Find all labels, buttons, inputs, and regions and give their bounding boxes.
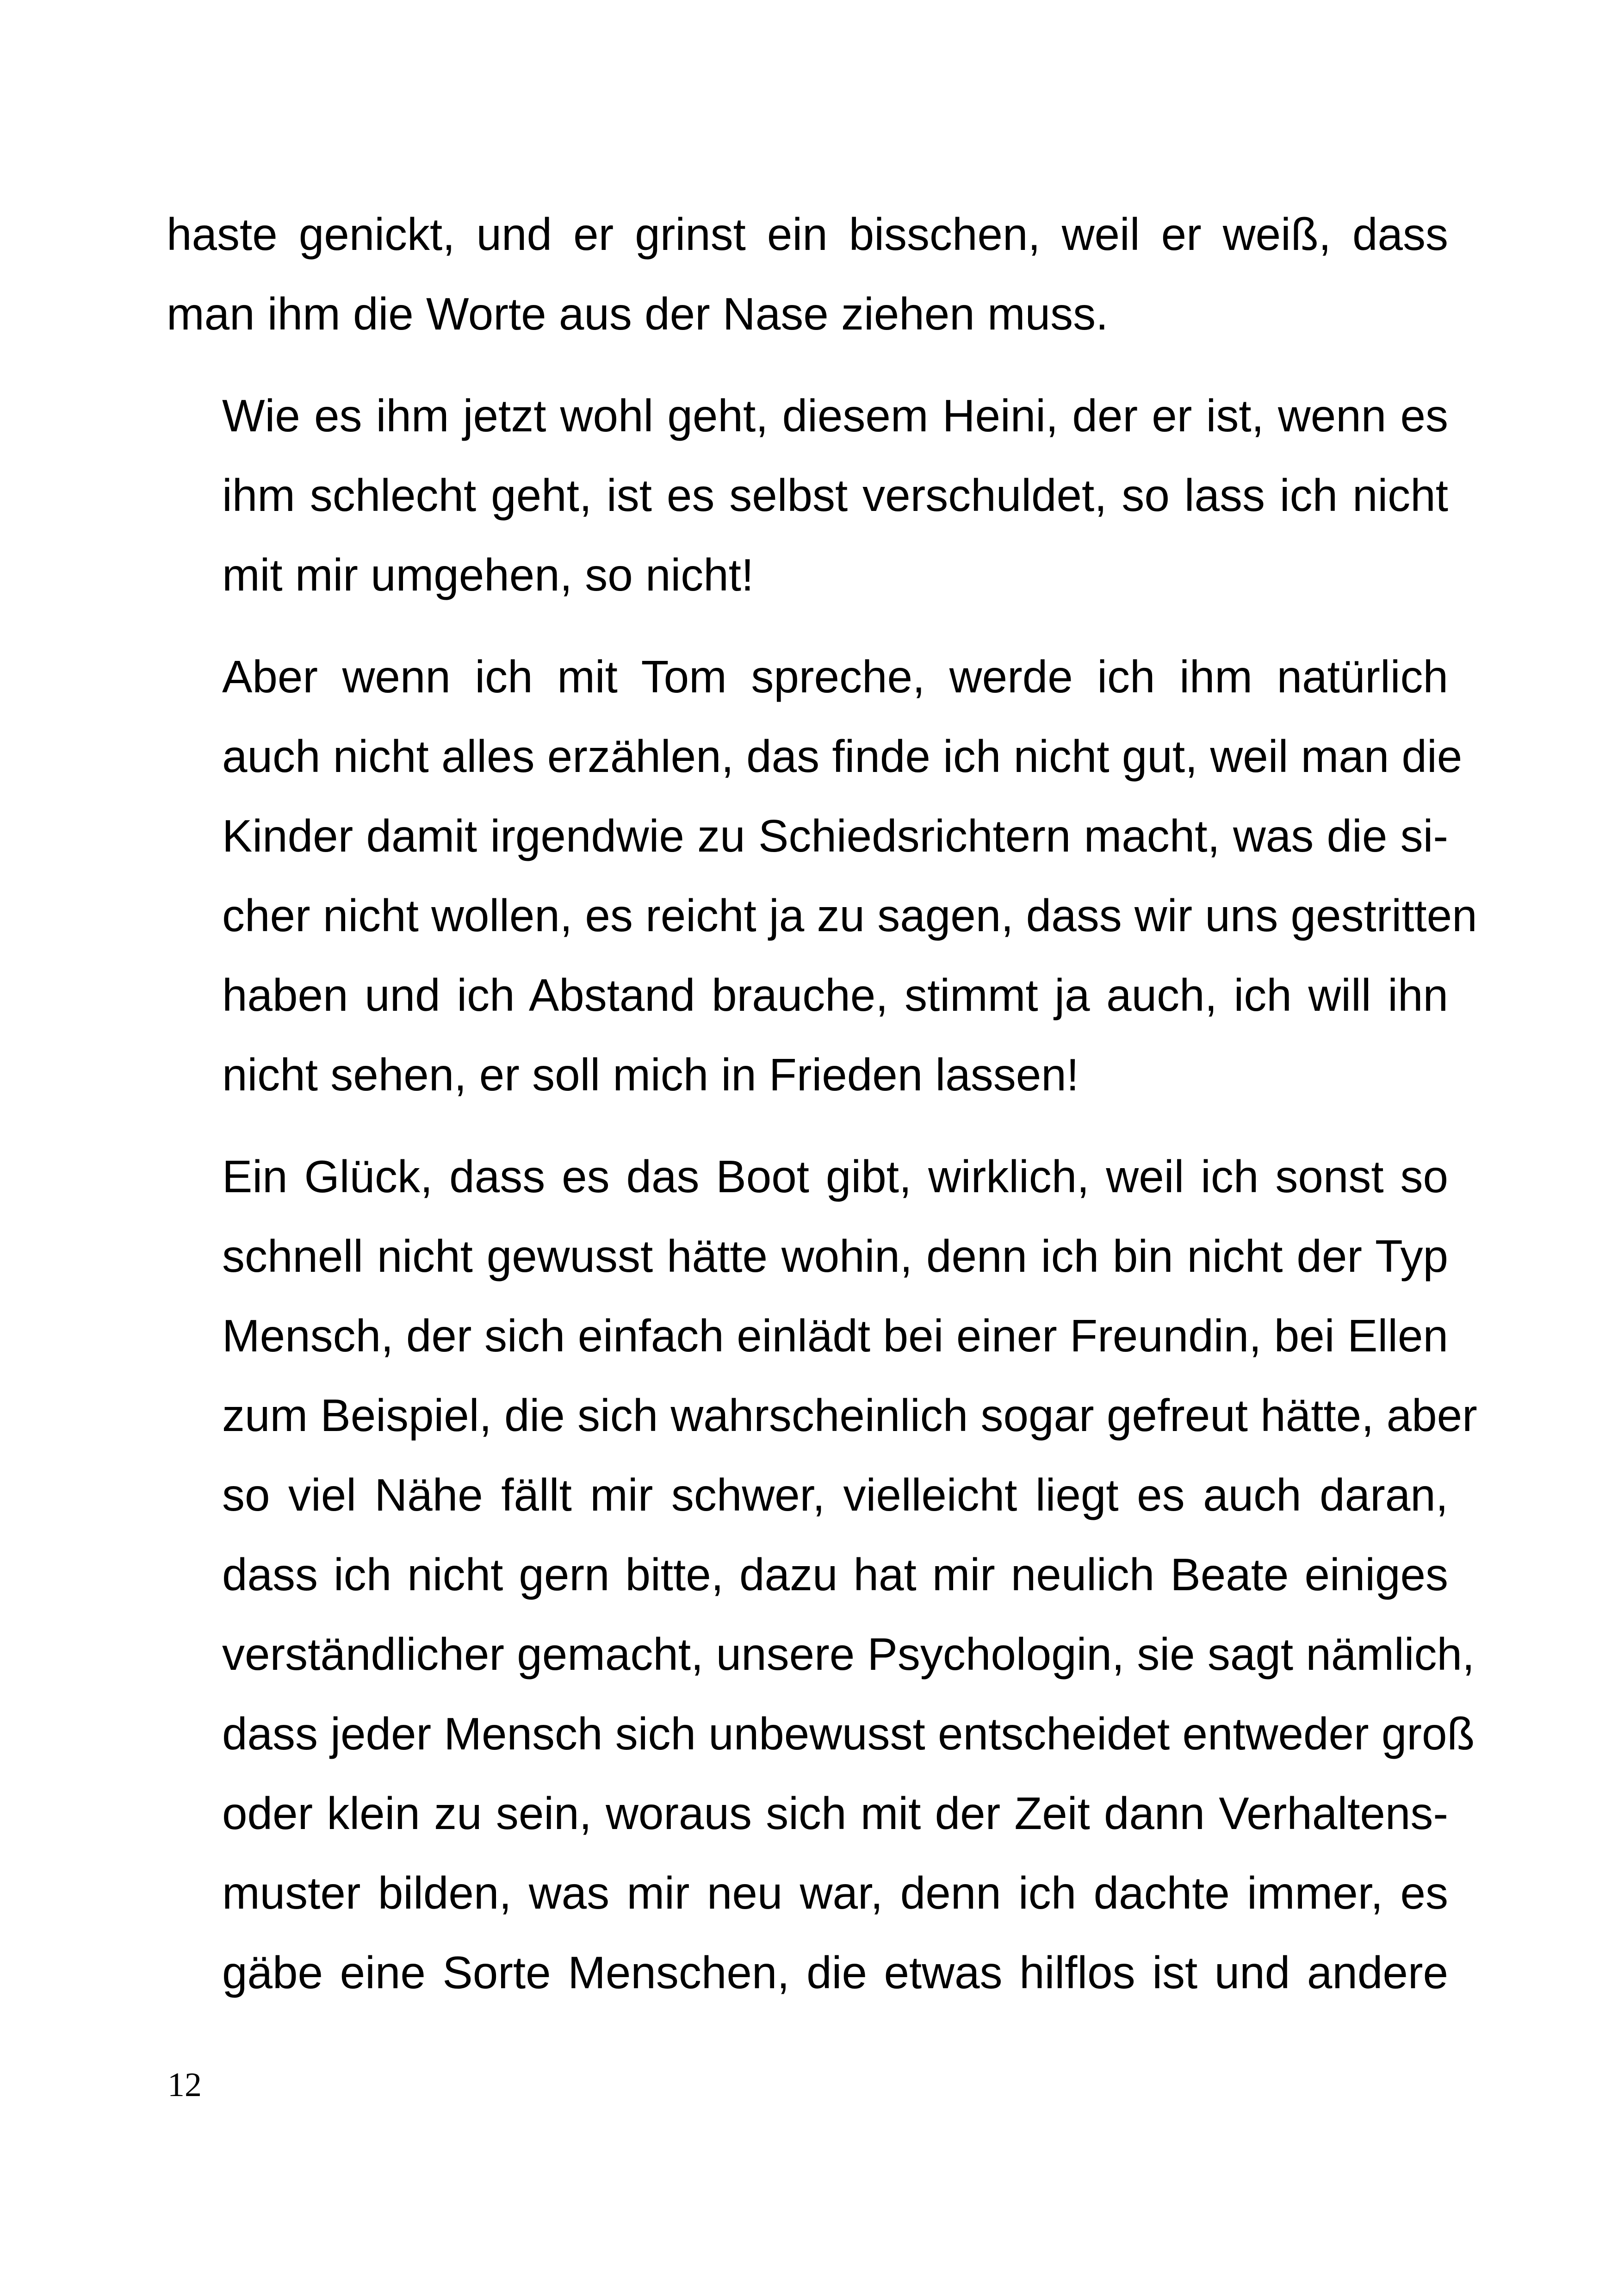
text-line: auch nicht alles erzählen, das finde ich nicht gut, weil man die: [222, 731, 1463, 782]
page-number: 12: [167, 2066, 202, 2104]
text-line: man ihm die Worte aus der Nase ziehen muss.: [167, 288, 1109, 339]
text-line: Kinder damit irgendwie zu Schiedsrichtern macht, was die si-: [222, 810, 1448, 861]
paragraph: [167, 376, 1448, 615]
text-line: muster bilden, was mir neu war, denn ich dachte immer, es: [222, 1867, 1448, 1918]
text-line: ihm schlecht geht, ist es selbst verschuldet, so lass ich nicht: [222, 470, 1448, 521]
paragraph: [167, 637, 1477, 1114]
text-line: mit mir umgehen, so nicht!: [222, 549, 754, 600]
text-line: Mensch, der sich einfach einlädt bei einer Freundin, bei Ellen: [222, 1310, 1448, 1361]
text-line: Aber wenn ich mit Tom spreche, werde ich ihm natürlich: [222, 651, 1448, 702]
paragraph: [167, 1137, 1477, 2012]
text-line: so viel Nähe fällt mir schwer, vielleicht liegt es auch daran,: [222, 1469, 1448, 1520]
text-line: nicht sehen, er soll mich in Frieden lassen!: [222, 1049, 1079, 1100]
text-line: gäbe eine Sorte Menschen, die etwas hilflos ist und andere: [222, 1947, 1448, 1998]
text-line: Wie es ihm jetzt wohl geht, diesem Heini, der er ist, wenn es: [222, 390, 1448, 441]
text-line: verständlicher gemacht, unsere Psychologin, sie sagt nämlich,: [222, 1629, 1475, 1680]
body-text: [167, 194, 1477, 2035]
text-line: dass ich nicht gern bitte, dazu hat mir neulich Beate einiges: [222, 1549, 1448, 1600]
text-line: haben und ich Abstand brauche, stimmt ja auch, ich will ihn: [222, 970, 1448, 1020]
paragraph: [167, 194, 1448, 354]
text-line: cher nicht wollen, es reicht ja zu sagen, dass wir uns gestritten: [222, 890, 1477, 941]
text-line: Ein Glück, dass es das Boot gibt, wirklich, weil ich sonst so: [222, 1151, 1448, 1202]
text-line: haste genickt, und er grinst ein bisschen, weil er weiß, dass: [167, 209, 1448, 260]
text-line: dass jeder Mensch sich unbewusst entscheidet entweder groß: [222, 1708, 1475, 1759]
text-line: oder klein zu sein, woraus sich mit der Zeit dann Verhaltens-: [222, 1788, 1448, 1839]
text-line: zum Beispiel, die sich wahrscheinlich sogar gefreut hätte, aber: [222, 1390, 1477, 1441]
text-line: schnell nicht gewusst hätte wohin, denn ich bin nicht der Typ: [222, 1231, 1448, 1282]
